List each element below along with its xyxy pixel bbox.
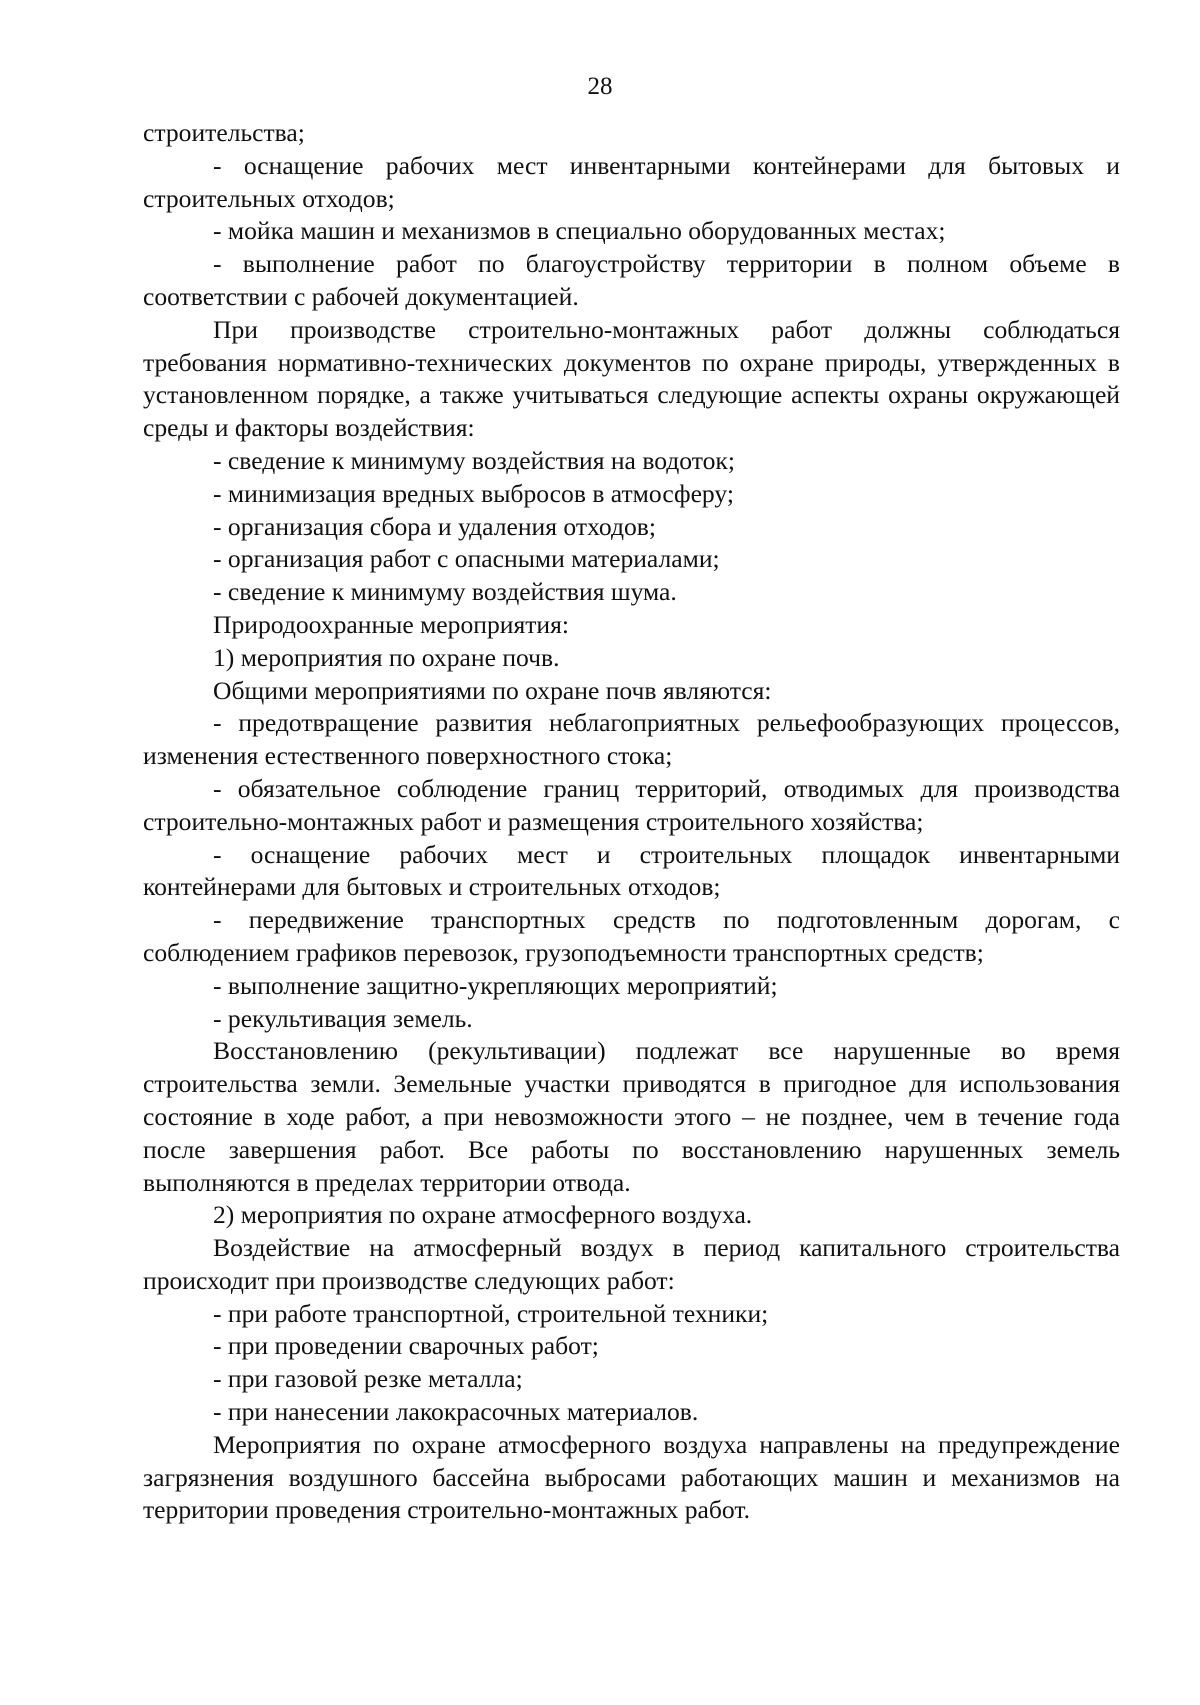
list-item: - при нанесении лакокрасочных материалов. [213,1397,699,1427]
subsection-heading: 2) мероприятия по охране атмосферного воздуха. [213,1200,753,1230]
paragraph: Восстановлению (рекультивации) подлежат все нарушенные во время строительства земли. Земельные участки приводятся в пригодное для использования состояние в ходе работ, а при невозможности этого – не позднее, чем в течение года после завершения работ. Все работы по восстановлению нарушенных земель выполняются в пределах территории отвода. [143,1036,1120,1197]
paragraph: Воздействие на атмосферный воздух в период капитального строительства происходит при производстве следующих работ: [143,1233,1120,1295]
subsection-heading: 1) мероприятия по охране почв. [213,642,560,672]
list-item: - рекультивация земель. [213,1003,473,1033]
list-item: - при газовой резке металла; [213,1364,523,1394]
list-item: - обязательное соблюдение границ территорий, отводимых для производства строительно-монтажных работ и размещения строительного хозяйства; [143,773,1120,836]
paragraph: Мероприятия по охране атмосферного воздуха направлены на предупреждение загрязнения воздушного бассейна выбросами работающих машин и механизмов на территории проведения строительно-монтажных работ. [143,1429,1120,1525]
list-item: - оснащение рабочих мест и строительных площадок инвентарными контейнерами для бытовых и строительных отходов; [143,839,1120,902]
page-number: 28 [587,73,613,100]
list-item: - мойка машин и механизмов в специально оборудованных местах; [213,216,946,246]
list-item: - предотвращение развития неблагоприятных рельефообразующих процессов, изменения естественного поверхностного стока; [143,708,1120,771]
list-item: - выполнение защитно-укрепляющих мероприятий; [213,970,778,1000]
list-item: - при проведении сварочных работ; [213,1331,599,1361]
paragraph: Общими мероприятиями по охране почв являются: [213,675,772,705]
list-item: - передвижение транспортных средств по подготовленным дорогам, с соблюдением графиков перевозок, грузоподъемности транспортных средств; [143,905,1120,967]
paragraph: При производстве строительно-монтажных работ должны соблюдаться требования нормативно-технических документов по охране природы, утвержденных в установленном порядке, а также учитываться следующие аспекты охраны окружающей среды и факторы воздействия: [143,314,1120,443]
list-item: - сведение к минимуму воздействия на водоток; [213,445,735,475]
list-item: - сведение к минимуму воздействия шума. [213,577,677,607]
list-item: - оснащение рабочих мест инвентарными контейнерами для бытовых и строительных отходов; [143,150,1120,213]
list-item: - организация сбора и удаления отходов; [213,511,656,541]
section-heading: Природоохранные мероприятия: [213,609,569,639]
list-item: - при работе транспортной, строительной техники; [213,1298,769,1328]
document-body [143,117,1120,1527]
list-item: - выполнение работ по благоустройству территории в полном объеме в соответствии с рабочей документацией. [143,249,1120,311]
list-item: - минимизация вредных выбросов в атмосферу; [213,478,734,508]
list-item: - организация работ с опасными материалами; [213,544,720,574]
paragraph: строительства; [143,118,305,147]
